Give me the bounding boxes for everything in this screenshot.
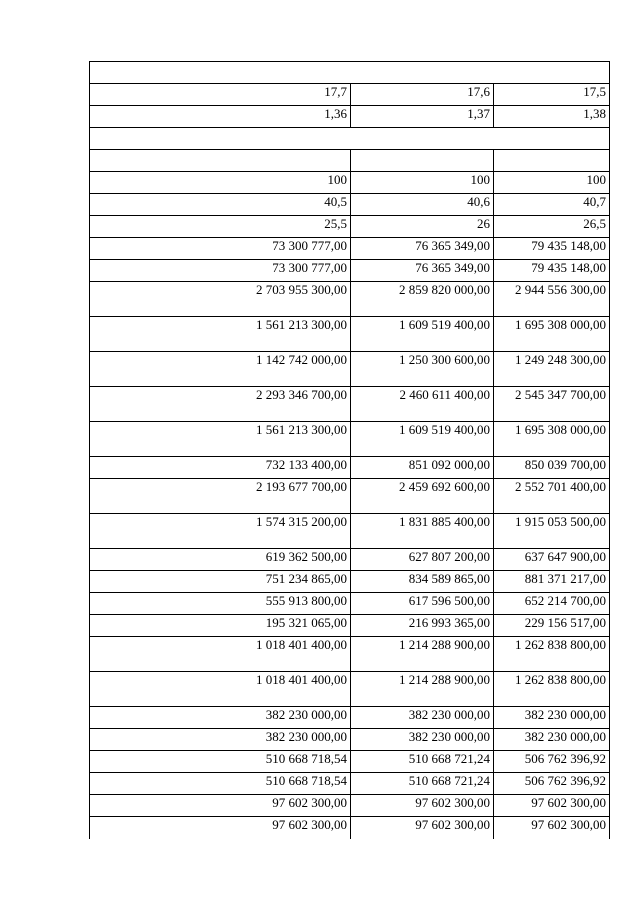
- table-row: [90, 729, 610, 751]
- table-cell: 382 230 000,00: [494, 729, 610, 751]
- table-row: [90, 795, 610, 817]
- table-cell: 619 362 500,00: [90, 549, 351, 571]
- table-cell: 1 695 308 000,00: [494, 422, 610, 457]
- table-cell: 2 552 701 400,00: [494, 479, 610, 514]
- table-row: [90, 216, 610, 238]
- table-row: [90, 672, 610, 707]
- table-cell: 1,37: [351, 106, 494, 128]
- table-row: [90, 352, 610, 387]
- table-cell: 751 234 865,00: [90, 571, 351, 593]
- table-cell: 506 762 396,92: [494, 773, 610, 795]
- table-row: [90, 817, 610, 839]
- table-cell: 97 602 300,00: [494, 795, 610, 817]
- table-row: [90, 282, 610, 317]
- table-cell: 732 133 400,00: [90, 457, 351, 479]
- table-cell: 73 300 777,00: [90, 260, 351, 282]
- table-cell: 382 230 000,00: [351, 707, 494, 729]
- table-cell: [494, 150, 610, 172]
- table-cell: 26,5: [494, 216, 610, 238]
- table-row: [90, 593, 610, 615]
- table-row: [90, 194, 610, 216]
- table-row: [90, 615, 610, 637]
- table-row: [90, 514, 610, 549]
- table-cell: 510 668 721,24: [351, 751, 494, 773]
- table-section-cell: [90, 62, 610, 84]
- table-cell: 1 561 213 300,00: [90, 422, 351, 457]
- table-cell: 555 913 800,00: [90, 593, 351, 615]
- table-cell: 382 230 000,00: [90, 729, 351, 751]
- table-cell: 76 365 349,00: [351, 238, 494, 260]
- table-cell: 1 142 742 000,00: [90, 352, 351, 387]
- table-cell: 510 668 718,54: [90, 751, 351, 773]
- table-cell: 637 647 900,00: [494, 549, 610, 571]
- table-cell: 195 321 065,00: [90, 615, 351, 637]
- table-cell: 229 156 517,00: [494, 615, 610, 637]
- table-cell: 850 039 700,00: [494, 457, 610, 479]
- table-row: [90, 707, 610, 729]
- table-row: [90, 172, 610, 194]
- table-row: [90, 62, 610, 84]
- table-row: [90, 387, 610, 422]
- table-cell: 97 602 300,00: [90, 795, 351, 817]
- table-row: [90, 106, 610, 128]
- table-cell: 76 365 349,00: [351, 260, 494, 282]
- table-body: [90, 62, 610, 839]
- table-cell: 97 602 300,00: [351, 817, 494, 839]
- table-cell: 1 915 053 500,00: [494, 514, 610, 549]
- table-row: [90, 751, 610, 773]
- table-row: [90, 317, 610, 352]
- table-cell: 617 596 500,00: [351, 593, 494, 615]
- table-cell: 506 762 396,92: [494, 751, 610, 773]
- table-cell: 2 460 611 400,00: [351, 387, 494, 422]
- table-cell: [90, 150, 351, 172]
- table-cell: 851 092 000,00: [351, 457, 494, 479]
- table-cell: 652 214 700,00: [494, 593, 610, 615]
- table-cell: 17,5: [494, 84, 610, 106]
- table-cell: 2 859 820 000,00: [351, 282, 494, 317]
- table-row: [90, 457, 610, 479]
- table-cell: 1 250 300 600,00: [351, 352, 494, 387]
- table-cell: 40,6: [351, 194, 494, 216]
- table-cell: 1 249 248 300,00: [494, 352, 610, 387]
- table-cell: 97 602 300,00: [494, 817, 610, 839]
- table-cell: 73 300 777,00: [90, 238, 351, 260]
- table-cell: 834 589 865,00: [351, 571, 494, 593]
- data-table: [89, 61, 610, 839]
- table-row: [90, 479, 610, 514]
- table-row: [90, 128, 610, 150]
- table-cell: 25,5: [90, 216, 351, 238]
- table-cell: 40,7: [494, 194, 610, 216]
- table-cell: 1 214 288 900,00: [351, 637, 494, 672]
- table-cell: 79 435 148,00: [494, 238, 610, 260]
- table-cell: 1 574 315 200,00: [90, 514, 351, 549]
- table-cell: 79 435 148,00: [494, 260, 610, 282]
- table-cell: 2 703 955 300,00: [90, 282, 351, 317]
- table-row: [90, 260, 610, 282]
- table-cell: 1 695 308 000,00: [494, 317, 610, 352]
- table-row: [90, 422, 610, 457]
- table-cell: 1 262 838 800,00: [494, 637, 610, 672]
- table-cell: 100: [90, 172, 351, 194]
- table-cell: [351, 150, 494, 172]
- table-cell: 1,38: [494, 106, 610, 128]
- table-cell: 627 807 200,00: [351, 549, 494, 571]
- table-cell: 216 993 365,00: [351, 615, 494, 637]
- table-cell: 1,36: [90, 106, 351, 128]
- table-cell: 1 262 838 800,00: [494, 672, 610, 707]
- table-cell: 2 193 677 700,00: [90, 479, 351, 514]
- table-cell: 1 018 401 400,00: [90, 637, 351, 672]
- table-cell: 1 609 519 400,00: [351, 422, 494, 457]
- table-cell: 382 230 000,00: [90, 707, 351, 729]
- table-row: [90, 84, 610, 106]
- table-cell: 17,6: [351, 84, 494, 106]
- table-cell: 382 230 000,00: [351, 729, 494, 751]
- table-row: [90, 637, 610, 672]
- table-cell: 382 230 000,00: [494, 707, 610, 729]
- table-cell: 881 371 217,00: [494, 571, 610, 593]
- table-row: [90, 773, 610, 795]
- table-cell: 1 831 885 400,00: [351, 514, 494, 549]
- table-cell: 1 214 288 900,00: [351, 672, 494, 707]
- table-row: [90, 150, 610, 172]
- table-cell: 2 459 692 600,00: [351, 479, 494, 514]
- table-row: [90, 238, 610, 260]
- table-cell: 1 609 519 400,00: [351, 317, 494, 352]
- table-row: [90, 571, 610, 593]
- table-cell: 510 668 721,24: [351, 773, 494, 795]
- table-cell: 100: [494, 172, 610, 194]
- table-cell: 2 944 556 300,00: [494, 282, 610, 317]
- table-cell: 1 561 213 300,00: [90, 317, 351, 352]
- table-row: [90, 549, 610, 571]
- table-section-cell: [90, 128, 610, 150]
- table-cell: 97 602 300,00: [90, 817, 351, 839]
- table-cell: 97 602 300,00: [351, 795, 494, 817]
- table-cell: 2 293 346 700,00: [90, 387, 351, 422]
- table-cell: 100: [351, 172, 494, 194]
- table-cell: 26: [351, 216, 494, 238]
- table-cell: 40,5: [90, 194, 351, 216]
- table-cell: 510 668 718,54: [90, 773, 351, 795]
- table-cell: 1 018 401 400,00: [90, 672, 351, 707]
- table-cell: 2 545 347 700,00: [494, 387, 610, 422]
- table-cell: 17,7: [90, 84, 351, 106]
